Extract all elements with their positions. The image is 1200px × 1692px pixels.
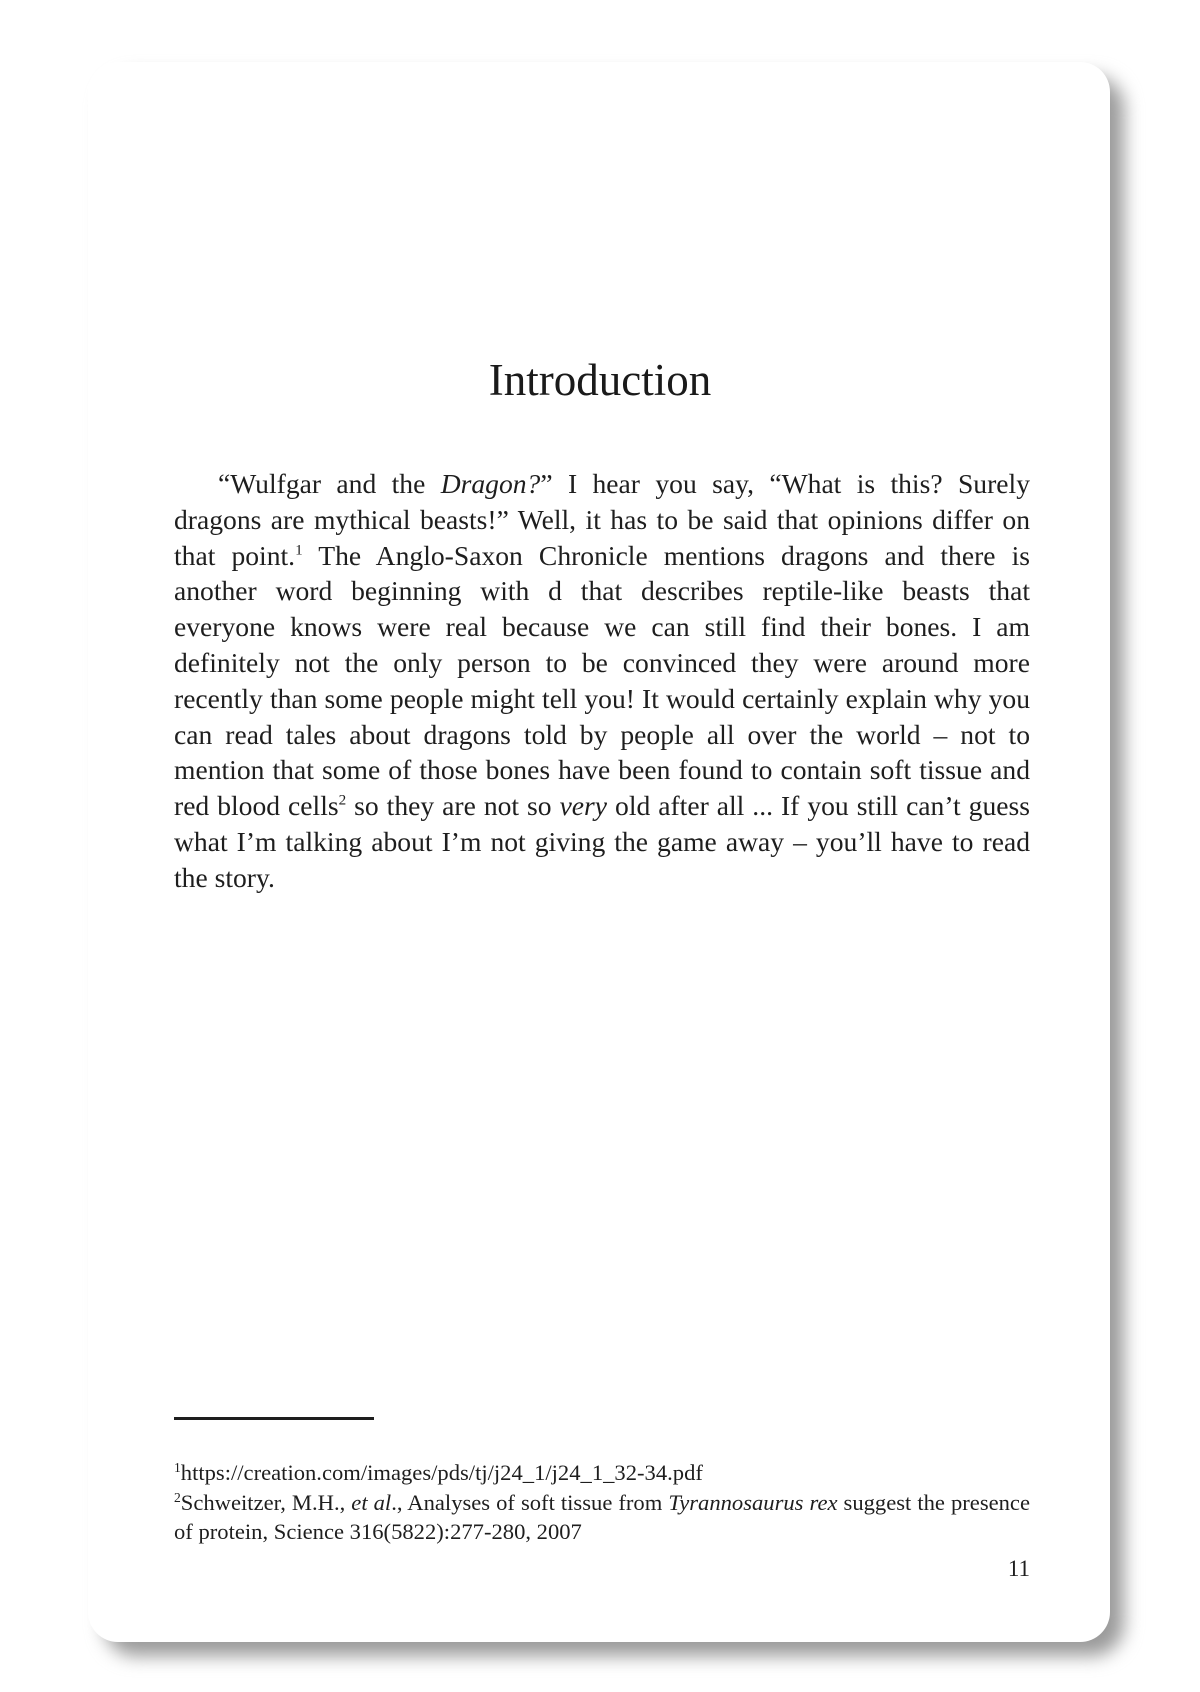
footnote-2	[174, 1488, 1030, 1547]
italic-dragon: Dragon?	[440, 468, 541, 499]
italic-very: very	[559, 790, 608, 822]
footnote-text: suggest the presence of protein, Science 316(5822):277-280, 2007	[174, 1489, 1030, 1544]
footnote-ref-1[interactable]: 1	[295, 540, 303, 558]
footnotes	[174, 1458, 1030, 1547]
footnote-italic: et al	[351, 1489, 392, 1515]
paragraph-text: so they are not so	[346, 790, 560, 822]
footnote-1	[174, 1458, 1030, 1488]
footnote-mark-2: 2	[174, 1489, 181, 1505]
paragraph-text: The Anglo-Saxon Chronicle mentions dragons and there is another word beginning with d that describes reptile-like beasts that everyone knows were real because we can still find their bones. I am definitely not the only person to be convinced they were around more recently than some people might tell you! It would certainly explain why you can read tales about dragons told by people all over the world – not to mention that some of those bones have been found to contain soft tissue and red blood cells	[174, 539, 1030, 822]
chapter-title: Introduction	[488, 355, 712, 405]
footnote-ref-2[interactable]: 2	[338, 791, 347, 809]
footnote-text: ., Analyses of soft tissue from	[391, 1489, 669, 1515]
footnote-divider	[174, 1417, 374, 1420]
footnote-link[interactable]: https://creation.com/images/pds/tj/j24_1/j24_1_32-34.pdf	[180, 1460, 703, 1485]
paragraph-text: ” I hear you say, “What is this? Surely dragons are mythical beasts!” Well, it has to be said that opinions differ on that point.	[174, 468, 1030, 571]
footnote-mark-1: 1	[174, 1459, 181, 1475]
paragraph-text: old after all ... If you still can’t guess what I’m talking about I’m not giving the game away – you’ll have to read the story.	[174, 790, 1031, 893]
paragraph-text: “Wulfgar and the	[218, 468, 441, 499]
footnote-italic: Tyrannosaurus rex	[668, 1489, 838, 1515]
page-number: 11	[1007, 1556, 1030, 1581]
introduction-paragraph	[174, 466, 1030, 896]
footnote-text: Schweitzer, M.H.,	[180, 1489, 352, 1515]
